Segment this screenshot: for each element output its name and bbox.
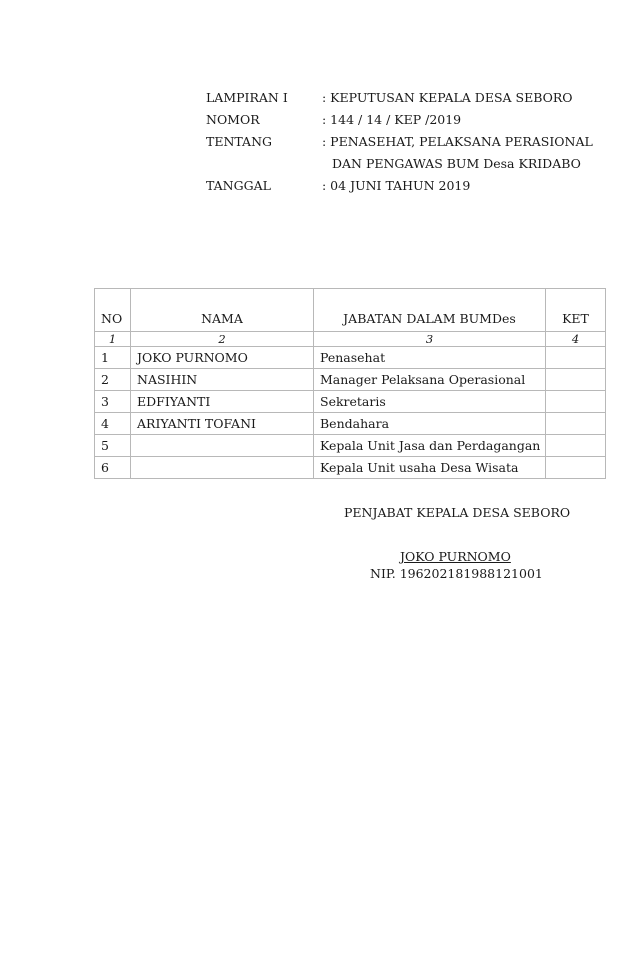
- cell-ket: [546, 457, 606, 479]
- header-value: : 04 JUNI TAHUN 2019: [322, 178, 471, 193]
- cell-nama: ARIYANTI TOFANI: [131, 413, 314, 435]
- signatory-nip: NIP. 196202181988121001: [370, 566, 543, 581]
- cell-ket: [546, 369, 606, 391]
- cell-no: 1: [95, 347, 131, 369]
- cell-nama: JOKO PURNOMO: [131, 347, 314, 369]
- cell-jabatan: Kepala Unit usaha Desa Wisata: [314, 457, 546, 479]
- cell-ket: [546, 435, 606, 457]
- table-row: [95, 435, 606, 457]
- column-number: 2: [131, 332, 314, 347]
- cell-nama: EDFIYANTI: [131, 391, 314, 413]
- header-label: TANGGAL: [206, 178, 271, 193]
- header-label: LAMPIRAN I: [206, 90, 288, 105]
- cell-no: 4: [95, 413, 131, 435]
- header-value: : 144 / 14 / KEP /2019: [322, 112, 462, 127]
- cell-no: 3: [95, 391, 131, 413]
- cell-jabatan: Sekretaris: [314, 391, 546, 413]
- column-number: 3: [314, 332, 546, 347]
- column-header-jabatan: JABATAN DALAM BUMDes: [314, 289, 546, 332]
- header-row-tentang-continued: [206, 154, 606, 176]
- column-number: 4: [546, 332, 606, 347]
- header-value: : PENASEHAT, PELAKSANA PERASIONAL: [322, 134, 593, 149]
- cell-nama: [131, 457, 314, 479]
- table-row: [95, 391, 606, 413]
- header-row-lampiran: [206, 88, 606, 110]
- header-value: : KEPUTUSAN KEPALA DESA SEBORO: [322, 90, 573, 105]
- cell-jabatan: Manager Pelaksana Operasional: [314, 369, 546, 391]
- header-row-tentang: [206, 132, 606, 154]
- header-row-nomor: [206, 110, 606, 132]
- table-row: [95, 457, 606, 479]
- header-label: TENTANG: [206, 134, 273, 149]
- cell-ket: [546, 391, 606, 413]
- table-row: [95, 369, 606, 391]
- cell-no: 5: [95, 435, 131, 457]
- officials-table: [94, 288, 606, 479]
- signatory-name: JOKO PURNOMO: [400, 549, 511, 564]
- header-row-tanggal: [206, 176, 606, 198]
- column-number: 1: [95, 332, 131, 347]
- cell-jabatan: Penasehat: [314, 347, 546, 369]
- cell-nama: NASIHIN: [131, 369, 314, 391]
- signatory-title: PENJABAT KEPALA DESA SEBORO: [344, 505, 571, 520]
- table-header-row: [95, 289, 606, 332]
- table-row: [95, 413, 606, 435]
- cell-jabatan: Kepala Unit Jasa dan Perdagangan: [314, 435, 546, 457]
- header-value: DAN PENGAWAS BUM Desa KRIDABO: [332, 156, 581, 171]
- cell-no: 2: [95, 369, 131, 391]
- cell-no: 6: [95, 457, 131, 479]
- header-label: NOMOR: [206, 112, 260, 127]
- column-header-ket: KET: [546, 289, 606, 332]
- cell-ket: [546, 413, 606, 435]
- document-header: [206, 88, 606, 198]
- cell-ket: [546, 347, 606, 369]
- cell-jabatan: Bendahara: [314, 413, 546, 435]
- table-row: [95, 347, 606, 369]
- cell-nama: [131, 435, 314, 457]
- column-header-nama: NAMA: [131, 289, 314, 332]
- column-header-no: NO: [95, 289, 131, 332]
- table-column-number-row: [95, 332, 606, 347]
